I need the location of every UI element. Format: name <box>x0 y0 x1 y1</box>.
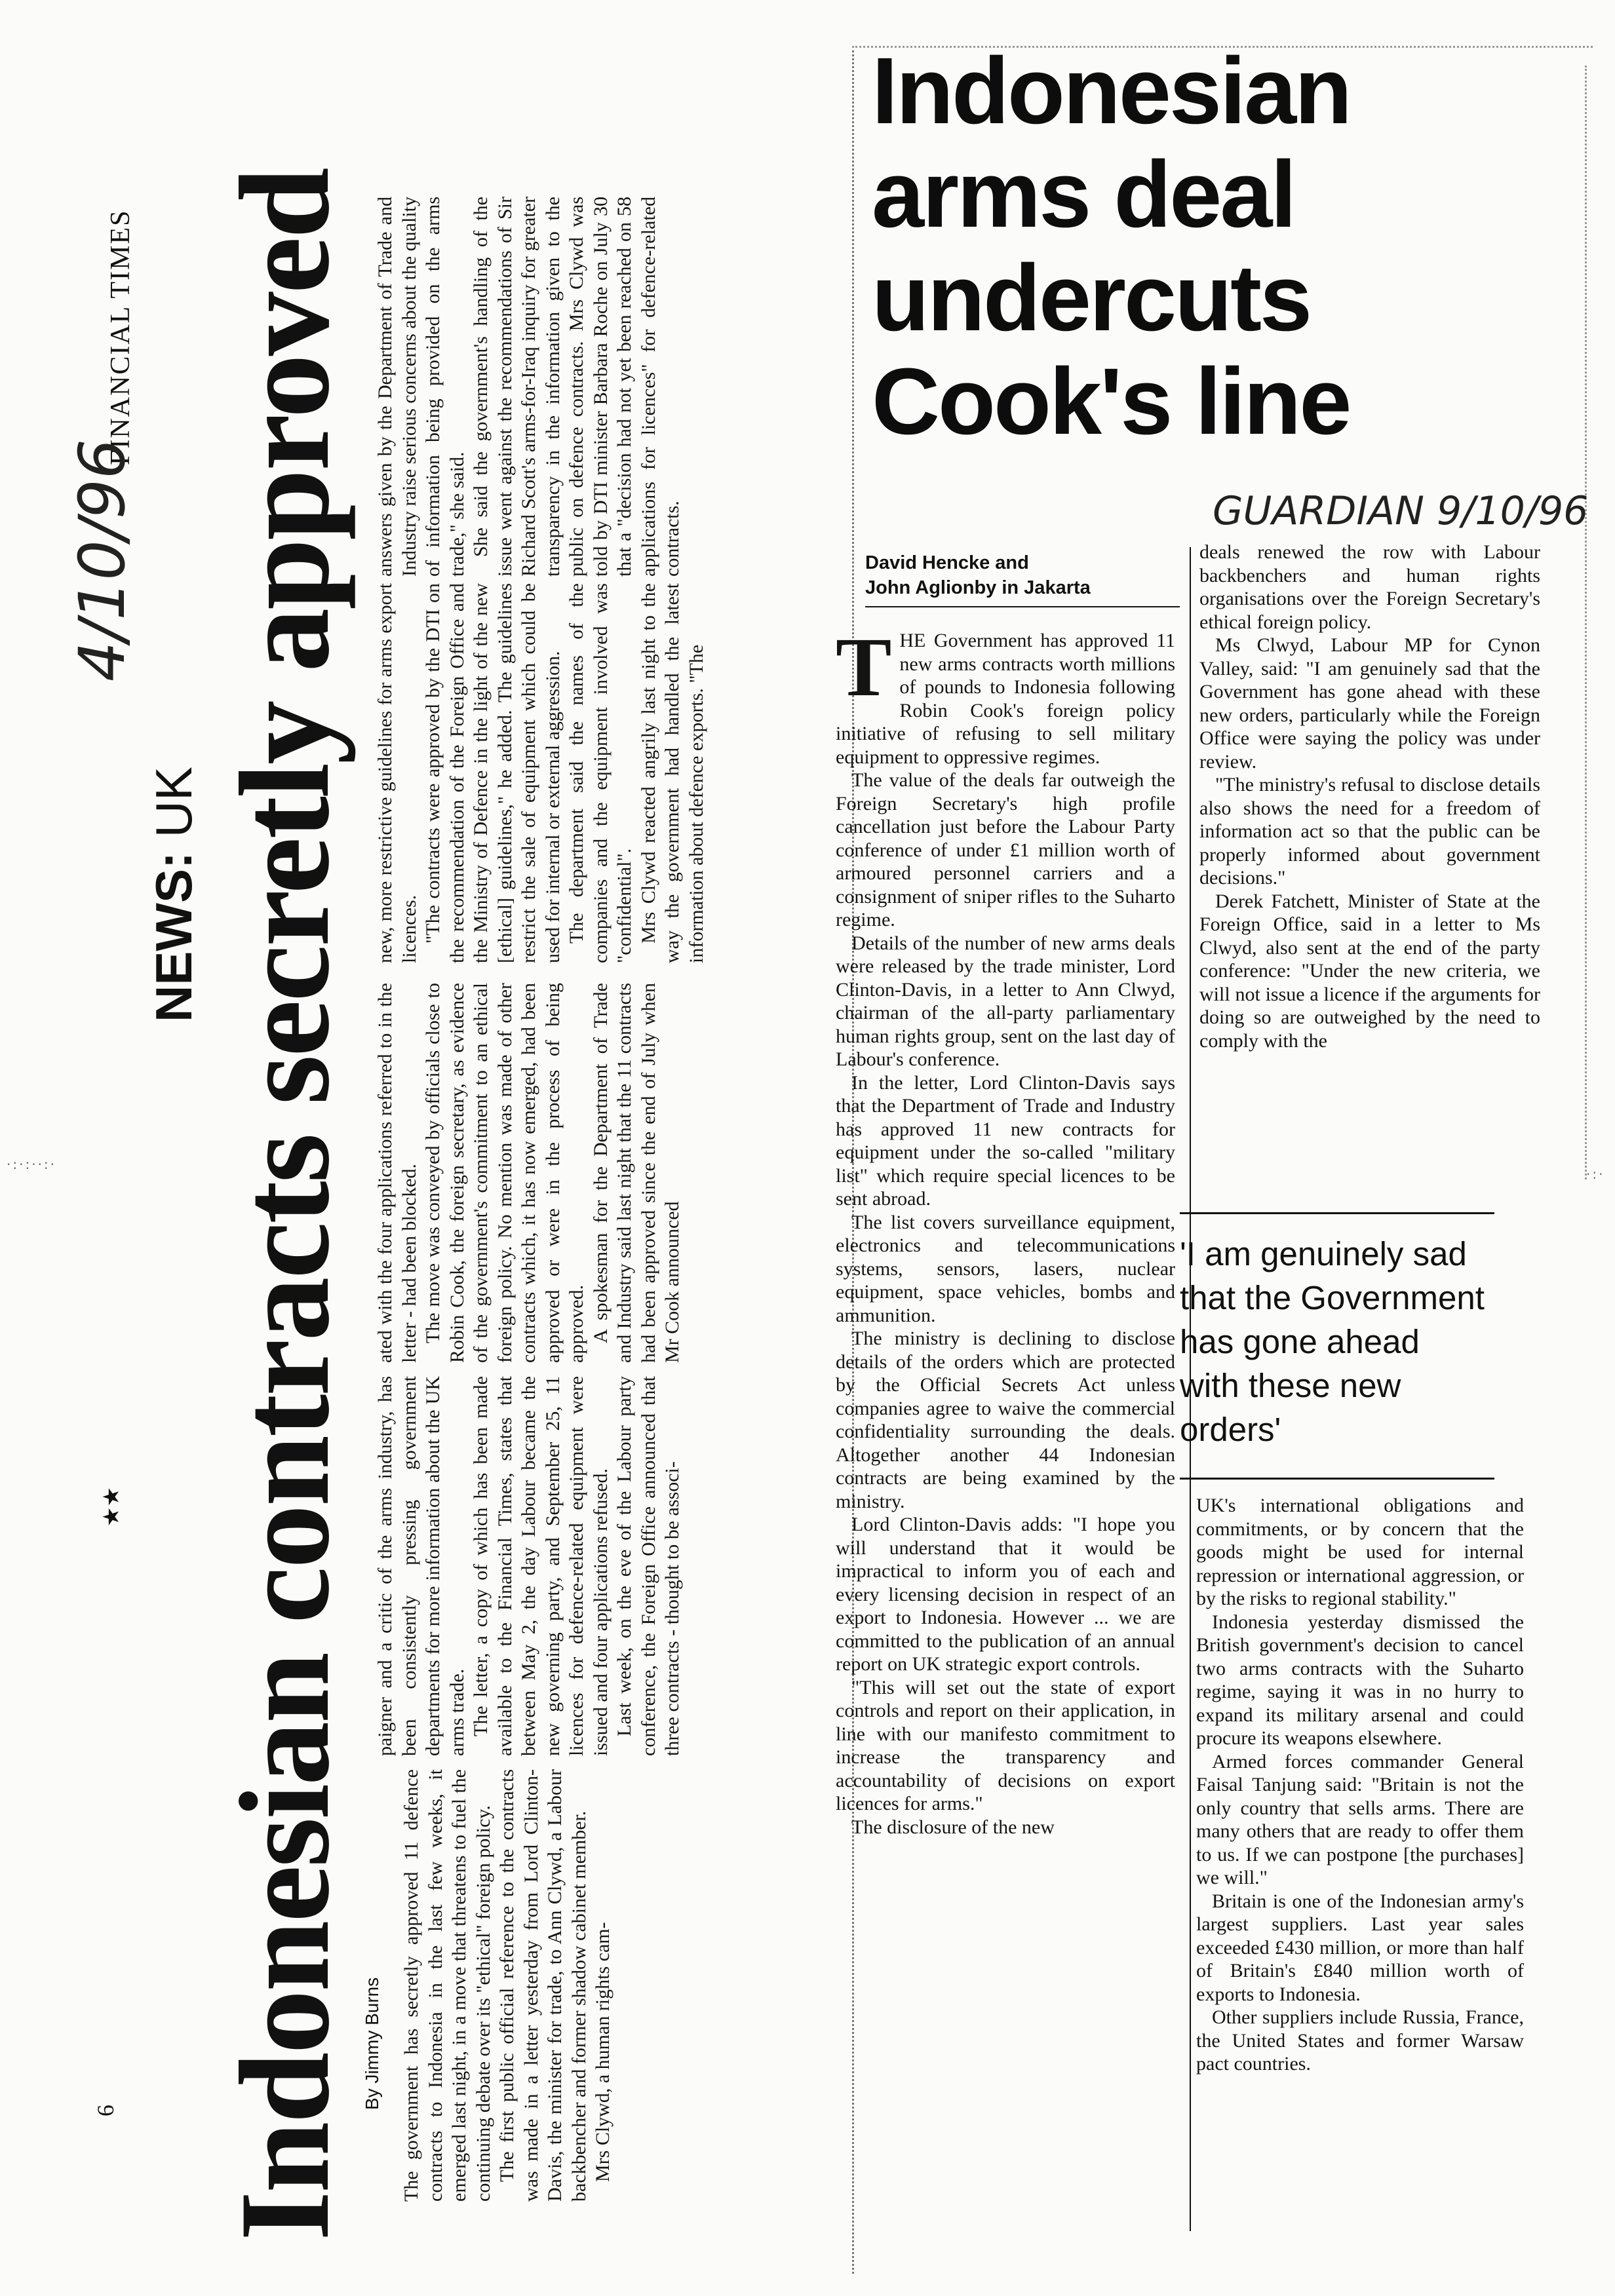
ft-section-region: UK <box>145 766 203 838</box>
guardian-col-2-top <box>1199 541 1540 1052</box>
guardian-col-2-lead: deals renewed the row with Labour backbenchers and human rights organisations over the Foreign Secretary's ethical foreign policy. <box>1199 541 1540 633</box>
guardian-col-2-bottom-lead: UK's international obligations and commitments, or by concern that the goods might be used for internal repression or international aggression, or by the risks to regional stability." <box>1196 1495 1524 1609</box>
guardian-handwritten-source: GUARDIAN 9/10/96 <box>1213 488 1589 534</box>
ft-col-4-text: new, more restrictive guidelines for arms export licences. "The contracts were approved by the DTI on the recommendation of the Foreign Office and the Ministry of Defence in the light of the new [ethical] guidelines," he added. The guidelines restrict the sale of equipment which could be used for internal or external aggression. The department said the names of the companies and the equipment involved was "confidential". Mrs Clywd reacted angrily last night to the way the government had handled the latest information about defence exports. "The <box>374 583 707 963</box>
ft-date-wrap <box>66 439 139 681</box>
guardian-col-2-bottom-para: Indonesia yesterday dismissed the British government's decision to cancel two arms contracts with the Suharto regime, saying it was in no hurry to expand its military arsenal and could procure its weapons elsewhere. <box>1196 1611 1524 1749</box>
ft-section-news: NEWS: <box>145 852 203 1022</box>
guardian-col-2-bottom-para: Britain is one of the Indonesian army's largest suppliers. Last year sales exceeded £430 million, or more than half of Britain's £840 million worth of exports to Indonesia. <box>1196 1890 1524 2005</box>
pull-quote-rule-bottom <box>1180 1478 1494 1480</box>
scan-speck: ·:·:··:· <box>7 1157 57 1172</box>
guardian-pull-quote <box>1180 1232 1488 1451</box>
ft-col-5-text: answers given by the Department of Trade and Industry raise serious concerns about the quality of information being provided on the arms trade," she said. She said the government's handling of the issue went against the recommendations of Sir Richard Scott's arms-for-Iraq inquiry for greater transparency in the information given to the public on defence contracts. Mrs Clywd was told by DTI minister Barbara Roche on July 30 that a "decision had not yet been reached on 58 applications for licences" for defence-related contracts. <box>374 197 683 577</box>
pull-quote-rule-top <box>1180 1212 1494 1214</box>
ft-masthead-wrap <box>105 209 136 465</box>
guardian-col-2-para: "The ministry's refusal to disclose details also shows the need for a freedom of information act so that the public can be properly informed about government decisions." <box>1199 774 1540 889</box>
guardian-col-1-lead-text: HE Government has approved 11 new arms contracts worth millions of pounds to Indonesia following Robin Cook's foreign policy initiative of refusing to sell military equipment to oppressive regimes. <box>836 630 1175 768</box>
guardian-headline-line-3: undercuts <box>872 245 1311 351</box>
guardian-col-1-para: The list covers surveillance equipment, electronics and telecommunications systems, sensors, lasers, nuclear equipment, space vehicles, bombs and ammunition. <box>836 1211 1175 1326</box>
guardian-col-1 <box>836 621 1175 1839</box>
ft-headline-wrap <box>214 169 356 2241</box>
guardian-col-2-para: Ms Clwyd, Labour MP for Cynon Valley, said: "I am genuinely sad that the Government has gone ahead with these new orders, particularly while the Foreign Office were saying the policy was under review. <box>1199 634 1540 773</box>
guardian-headline-line-2: arms deal <box>872 142 1295 247</box>
guardian-col-1-para: The disclosure of the new <box>851 1816 1055 1838</box>
ft-byline-wrap <box>362 1978 383 2110</box>
ft-stars: ★★ <box>98 1487 125 1527</box>
ft-section-label <box>145 767 203 1022</box>
ft-col-1-text: The government has secretly approved 11 defence contracts to Indonesia in the last few weeks, it emerged last night, in a move that threatens to fuel the continuing debate over its "ethical" foreign policy. The first public official reference to the contracts was made in a letter yesterday from Lord Clinton-Davis, the minister for trade, to Ann Clywd, a Labour backbencher and former shadow cabinet member. Mrs Clywd, a human rights cam- <box>400 1769 613 2202</box>
clipping-edge-right <box>1585 66 1589 1179</box>
guardian-col-2-para: Derek Fatchett, Minister of State at the Foreign Office, said in a letter to Ms Clwyd, also sent at the end of the party conference: "Under the new criteria, we will not issue a licence if the arguments for doing so are outweighed by the need to comply with the <box>1199 890 1540 1052</box>
guardian-col-2-bottom-para: Other suppliers include Russia, France, the United States and former Warsaw pact countries. <box>1196 2006 1524 2075</box>
ft-headline: Indonesian contracts secretly approved <box>214 169 356 2241</box>
ft-masthead: FINANCIAL TIMES <box>106 209 136 465</box>
ft-section-wrap <box>144 767 204 1022</box>
guardian-col-1-para: "This will set out the state of export controls and report on their application, in line with our manifesto commitment to increase the transparency and accountability of decisions on export licences for arms." <box>836 1676 1175 1814</box>
ft-col-3-text: ated with the four applications referred to in the letter - had been blocked. The move was conveyed by officials close to Robin Cook, the foreign secretary, as evidence of the government's commitment to an ethical foreign policy. No mention was made of other contracts which, it has now emerged, had been approved or were in the process of being approved. A spokesman for the Department of Trade and Industry said last night that the 11 contracts had been approved since the end of July when Mr Cook announced <box>374 983 683 1363</box>
guardian-headline-line-1: Indonesian <box>872 38 1351 144</box>
ft-col-2-text: paigner and a critic of the arms industry, has been consistently pressing government departments for more information about the UK arms trade. The letter, a copy of which has been made available to the Financial Times, states that between May 2, the day Labour became the new governing party, and September 25, 11 licences for defence-related equipment were issued and four applications refused. Last week, on the eve of the Labour party conference, the Foreign Office announced that three contracts - thought to be associ- <box>374 1376 683 1756</box>
guardian-byline-2: John Aglionby in Jakarta <box>865 577 1091 598</box>
guardian-col-1-para: The value of the deals far outweigh the Foreign Secretary's high profile cancellation just before the Labour Party conference of under £1 million worth of armoured personnel carriers and a consignment of sniper rifles to the Suharto regime. <box>836 769 1175 930</box>
guardian-byline <box>865 550 1180 600</box>
guardian-col-1-lead <box>836 621 1175 769</box>
ft-page-number-wrap <box>92 2105 119 2116</box>
guardian-col-2-bottom-para: Armed forces commander General Faisal Tanjung said: "Britain is not the only country that sells arms. There are many others that are ready to offer them to us. If we can postpone [the purchases] we will." <box>1196 1750 1524 1888</box>
guardian-headline <box>872 39 1560 453</box>
guardian-col-1-para: Lord Clinton-Davis adds: "I hope you will understand that it would be impractical to inform you of each and every licensing decision in respect of an export to Indonesia. However ... we are committed to the publication of an annual report on UK strategic export controls. <box>836 1514 1175 1675</box>
ft-page-number: 6 <box>92 2105 119 2116</box>
guardian-drop-cap: T <box>836 621 892 714</box>
guardian-col-1-para: Details of the number of new arms deals were released by the trade minister, Lord Clinton-Davis, in a letter to Ann Clwyd, chairman of the all-party parliamentary human rights group, sent on the last day of Labour's conference. <box>836 932 1175 1070</box>
ft-byline: By Jimmy Burns <box>362 1977 382 2110</box>
guardian-headline-line-4: Cook's line <box>872 349 1350 454</box>
ft-stars-wrap <box>98 1487 125 1527</box>
guardian-pull-quote-text: 'I am genuinely sad that the Government has gone ahead with these new orders' <box>1180 1235 1485 1448</box>
ft-handwritten-date: 4/10/96 <box>66 438 139 681</box>
byline-rule <box>865 606 1180 607</box>
scan-speck: ·:· <box>1586 1166 1605 1182</box>
guardian-col-1-para: The ministry is declining to disclose details of the orders which are protected by the Official Secrets Act unless companies agree to waive the commercial confidentiality surrounding the deals. Altogether another 44 Indonesian contracts are being examined by the ministry. <box>836 1328 1175 1512</box>
guardian-col-2-bottom <box>1196 1494 1524 2076</box>
guardian-col-1-para: In the letter, Lord Clinton-Davis says that the Department of Trade and Industry has approved 11 new contracts for equipment under the so-called "military list" which require special licences to be sent abroad. <box>836 1071 1175 1210</box>
guardian-byline-1: David Hencke and <box>865 552 1029 573</box>
